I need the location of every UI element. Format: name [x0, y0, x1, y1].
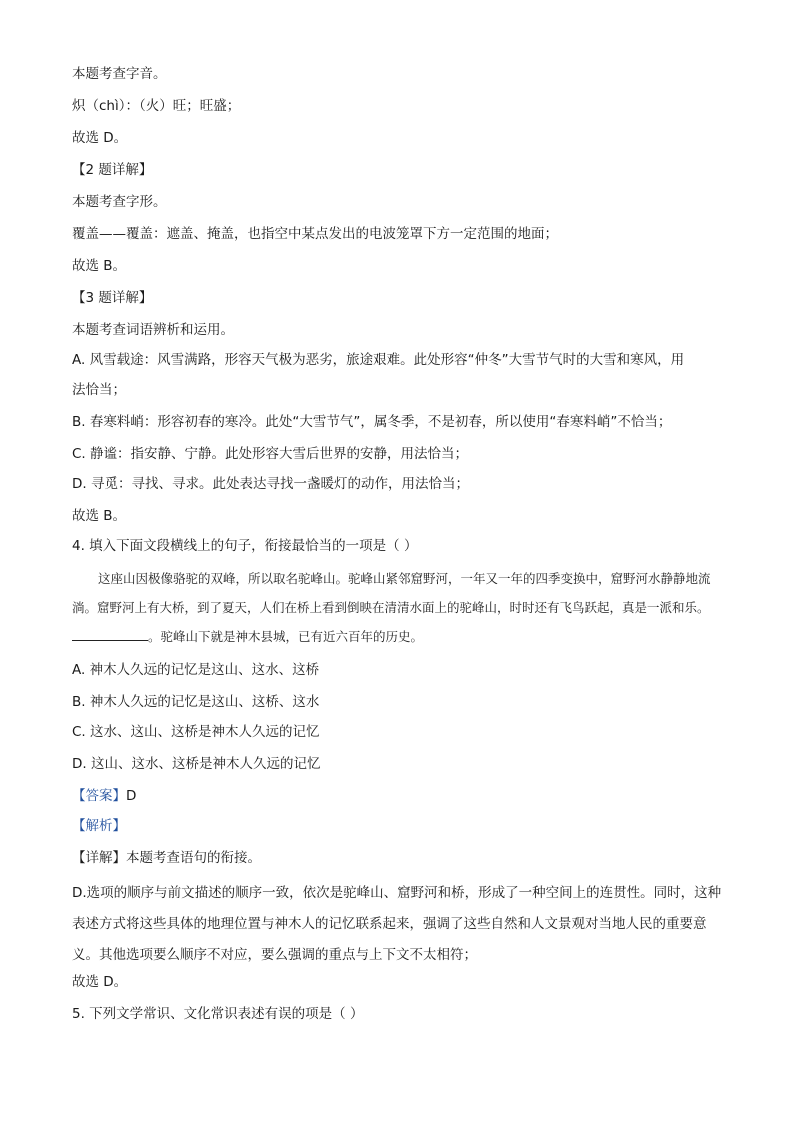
text-line: 本题考查词语辨析和运用。 — [72, 322, 234, 338]
question-4: 4. 填入下面文段横线上的句子，衔接最恰当的一项是（ ） — [72, 538, 418, 554]
answer-line — [72, 786, 722, 806]
text-line: 故选 B。 — [72, 258, 127, 274]
passage-text: 。驼峰山下就是神木县城，已有近六百年的历史。 — [148, 629, 424, 644]
text-line: 本题考查字音。 — [72, 66, 167, 82]
option-d: D. 这山、这水、这桥是神木人久远的记忆 — [72, 756, 321, 772]
question-5: 5. 下列文学常识、文化常识表述有误的项是（ ） — [72, 1006, 364, 1022]
answer-value: D — [126, 788, 137, 804]
text-line: 覆盖——覆盖：遮盖、掩盖，也指空中某点发出的电波笼罩下方一定范围的地面； — [72, 226, 558, 242]
option-c: C. 这水、这山、这桥是神木人久远的记忆 — [72, 724, 320, 740]
text-line: B. 春寒料峭：形容初春的寒冷。此处“大雪节气”，属冬季，不是初春，所以使用“春寒料峭”不恰当； — [72, 414, 672, 430]
reading-passage — [72, 564, 722, 651]
option-a: A. 神木人久远的记忆是这山、这水、这桥 — [72, 662, 320, 678]
text-line: 炽（chì）：（火）旺；旺盛； — [72, 98, 241, 114]
analysis-paragraph: D.选项的顺序与前文描述的顺序一致，依次是驼峰山、窟野河和桥，形成了一种空间上的连贯性。同时，这种表述方式将这些具体的地理位置与神木人的记忆联系起来，强调了这些自然和人文景观对当地人民的重要意义。其他选项要么顺序不对应，要么强调的重点与上下文不太相符； — [72, 885, 722, 963]
text-line: C. 静谧：指安静、宁静。此处形容大雪后世界的安静，用法恰当； — [72, 446, 469, 462]
fill-blank — [72, 626, 148, 641]
text-line: 本题考查字形。 — [72, 194, 167, 210]
section-heading: 【2 题详解】 — [72, 162, 153, 178]
text-line: D. 寻觅：寻找、寻求。此处表达寻找一盏暖灯的动作，用法恰当； — [72, 476, 469, 492]
answer-label: 【答案】 — [72, 788, 126, 804]
option-b: B. 神木人久远的记忆是这山、这桥、这水 — [72, 694, 320, 710]
section-heading: 【3 题详解】 — [72, 290, 153, 306]
detail-line: 【详解】本题考查语句的衔接。 — [72, 850, 261, 866]
analysis-label: 【解析】 — [72, 818, 126, 834]
text-line: 法恰当； — [72, 382, 126, 398]
text-line: 故选 B。 — [72, 508, 127, 524]
text-line: A. 风雪载途：风雪满路，形容天气极为恶劣，旅途艰难。此处形容“仲冬”大雪节气时的大雪和寒风，用 — [72, 352, 685, 368]
text-line: 故选 D。 — [72, 974, 128, 990]
passage-text: 这座山因极像骆驼的双峰，所以取名驼峰山。驼峰山紧邻窟野河，一年又一年的四季变换中，窟野河水静静地流淌。窟野河上有大桥，到了夏天，人们在桥上看到倒映在清清水面上的驼峰山，时时还有飞鸟跃起，真是一派和乐。 — [72, 571, 711, 615]
text-line: 故选 D。 — [72, 130, 128, 146]
